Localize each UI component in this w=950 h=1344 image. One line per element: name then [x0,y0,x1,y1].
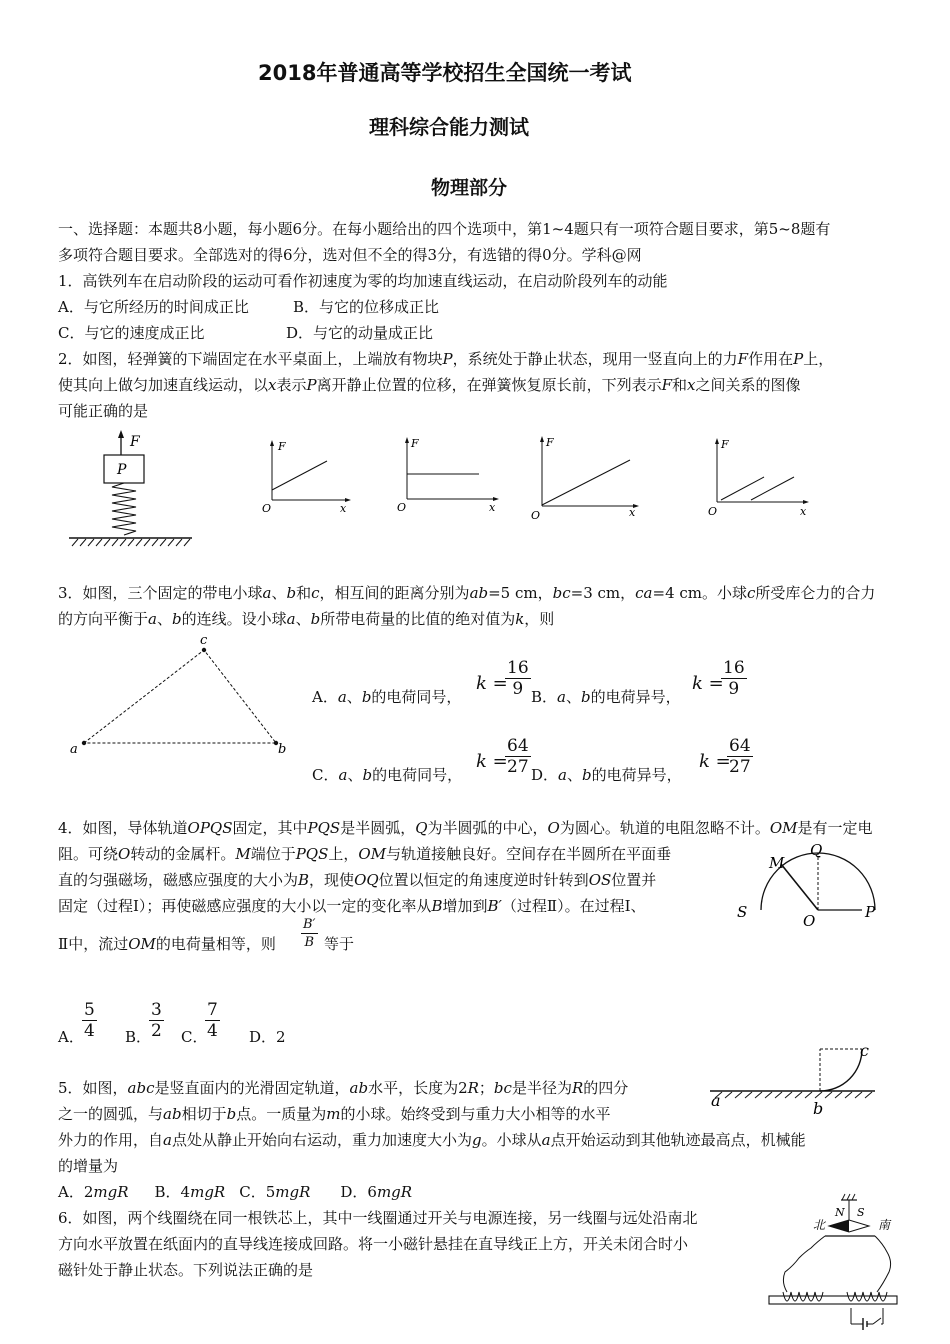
exam-title: 2018年普通高等学校招生全国统一考试 [258,61,632,85]
south-label: 南 [878,1218,891,1232]
q3-frac-a: $\frac{16}{9}$ [507,658,529,699]
q3-frac-c: $\frac{64}{27}$ [507,736,529,777]
q5-line-1: 5．如图，abc是竖直面内的光滑固定轨道，ab水平，长度为2R；bc是半径为R的四分 [58,1079,629,1097]
q1-stem: 1．高铁列车在启动阶段的运动可看作初速度为零的均加速直线运动，在启动阶段列车的动能 [58,272,668,290]
q3-triangle-figure [66,633,296,758]
q5-line-3: 外力的作用，自a点处从静止开始向右运动，重力加速度大小为g。小球从a点开始运动到其他轨迹最高点，机械能 [58,1131,806,1149]
q2-line-3: 可能正确的是 [58,402,149,420]
q3-line-2: 的方向平衡于a、b的连线。设小球a、b所带电荷量的比值的绝对值为k，则 [58,610,555,628]
svg-text:O: O [262,502,272,515]
track-c-label: c [860,1041,869,1060]
track-a-label: a [711,1091,721,1110]
svg-text:x: x [489,501,496,514]
q4-line-1: 4．如图，导体轨道OPQS固定，其中PQS是半圆弧，Q为半圆弧的中心，O为圆心。轨道的电阻忽略不计。OM是有一定电 [58,819,873,837]
intro-line-1: 一、选择题：本题共8小题，每小题6分。在每小题给出的四个选项中，第1~4题只有一项符合题目要求，第5~8题有 [58,220,831,238]
q3-option-a: A．a、b的电荷同号， [312,688,462,706]
point-p-label: P [865,903,876,921]
q6-line-3: 磁针处于静止状态。下列说法正确的是 [58,1261,314,1279]
q5-options [58,1182,412,1202]
q3-k-d: k = [699,751,731,772]
q4-option-a: A． [58,1028,84,1046]
q5-track-figure [705,1041,885,1119]
q1-option-a: A．与它所经历的时间成正比 [58,298,249,316]
q3-frac-d: $\frac{64}{27}$ [729,736,751,777]
point-q-label: Q [810,841,823,859]
q1-option-d: D．与它的动量成正比 [286,324,434,342]
svg-text:F: F [721,438,729,451]
exam-subtitle: 理科综合能力测试 [369,115,529,139]
q3-option-c: C．a、b的电荷同号， [312,766,463,784]
svg-text:O: O [397,501,407,514]
q5-option-a: A．2mgR [58,1183,129,1201]
q2-graph-c [531,436,643,522]
svg-text:F: F [411,437,419,450]
q6-line-1: 6．如图，两个线圈绕在同一根铁芯上，其中一线圈通过开关与电源连接，另一线圈与远处沿南北 [58,1209,698,1227]
point-s-label: S [737,903,748,921]
q3-line-1: 3．如图，三个固定的带电小球a、b和c，相互间的距离分别为ab=5 cm，bc=3 cm，ca=4 cm。小球c所受库仑力的合力 [58,584,876,602]
q2-graph-b [397,437,502,515]
charge-a-label: a [70,742,78,757]
section-title: 物理部分 [431,177,508,199]
q4-frac-a: $\frac{5}{4}$ [84,1000,95,1041]
q5-option-c: C．5mgR [239,1183,311,1201]
svg-text:O: O [708,505,718,518]
q4-option-d: D．2 [249,1028,286,1046]
north-label: 北 [813,1218,826,1232]
q3-k-c: k = [476,751,508,772]
q3-k-b: k = [692,673,724,694]
block-label: P [117,462,127,478]
q4-line-4: 固定（过程Ⅰ）；再使磁感应强度的大小以一定的变化率从B增加到B′（过程Ⅱ）。在过程Ⅰ、 [58,897,646,915]
charge-c-label: c [200,633,208,648]
q4-frac-c: $\frac{7}{4}$ [207,1000,218,1041]
q1-option-b: B．与它的位移成正比 [293,298,440,316]
svg-text:x: x [800,505,807,518]
q2-graph-d [707,438,812,518]
q2-spring-figure [64,430,194,550]
force-label: F [130,434,140,450]
q5-option-b: B．4mgR [154,1183,226,1201]
q4-option-b: B． [125,1028,152,1046]
q2-graph-a [262,440,352,515]
svg-text:x: x [629,506,636,519]
q3-option-b: B．a、b的电荷异号， [531,688,681,706]
q4-line-5-tail: 等于 [324,935,355,953]
q3-option-d: D．a、b的电荷异号， [531,766,682,784]
svg-text:F: F [546,436,554,449]
q2-line-2: 使其向上做匀加速直线运动，以x表示P离开静止位置的位移，在弹簧恢复原长前，下列表示F和x之间关系的图像 [58,376,801,394]
needle-n-label: N [835,1206,845,1219]
svg-text:x: x [340,502,347,515]
q4-frac-b: $\frac{3}{2}$ [151,1000,162,1041]
q5-option-d: D．6mgR [340,1183,413,1201]
point-m-label: M [769,854,785,872]
track-b-label: b [813,1099,824,1118]
q5-line-2: 之一的圆弧，与ab相切于b点。一质量为m的小球。始终受到与重力大小相等的水平 [58,1105,611,1123]
charge-b-label: b [278,742,287,757]
q4-option-c: C． [181,1028,208,1046]
svg-text:F: F [278,440,286,453]
q4-line-5: Ⅱ中，流过OM的电荷量相等，则 [58,935,276,953]
intro-line-2: 多项符合题目要求。全部选对的得6分，选对但不全的得3分，有选错的得0分。学科@网 [58,246,642,264]
q5-line-4: 的增量为 [58,1157,119,1175]
q4-line-2: 阻。可绕O转动的金属杆。M端位于PQS上，OM与轨道接触良好。空间存在半圆所在平面垂 [58,845,672,863]
q3-frac-b: $\frac{16}{9}$ [723,658,745,699]
q4-ratio: $\frac{B'}{B}$ [303,917,316,950]
svg-text:O: O [531,509,541,522]
needle-s-label: S [857,1206,865,1219]
point-o-label: O [803,912,816,930]
q4-line-3: 直的匀强磁场，磁感应强度的大小为B，现使OQ位置以恒定的角速度逆时针转到OS位置并 [58,871,657,889]
q6-coil-figure [765,1192,905,1340]
q6-line-2: 方向水平放置在纸面内的直导线连接成回路。将一小磁针悬挂在直导线正上方，开关未闭合时小 [58,1235,689,1253]
q2-line-1: 2．如图，轻弹簧的下端固定在水平桌面上，上端放有物块P，系统处于静止状态，现用一竖直向上的力F作用在P上， [58,350,834,368]
q4-semicircle-figure [733,838,883,928]
q3-k-a: k = [476,673,508,694]
q1-option-c: C．与它的速度成正比 [58,324,205,342]
